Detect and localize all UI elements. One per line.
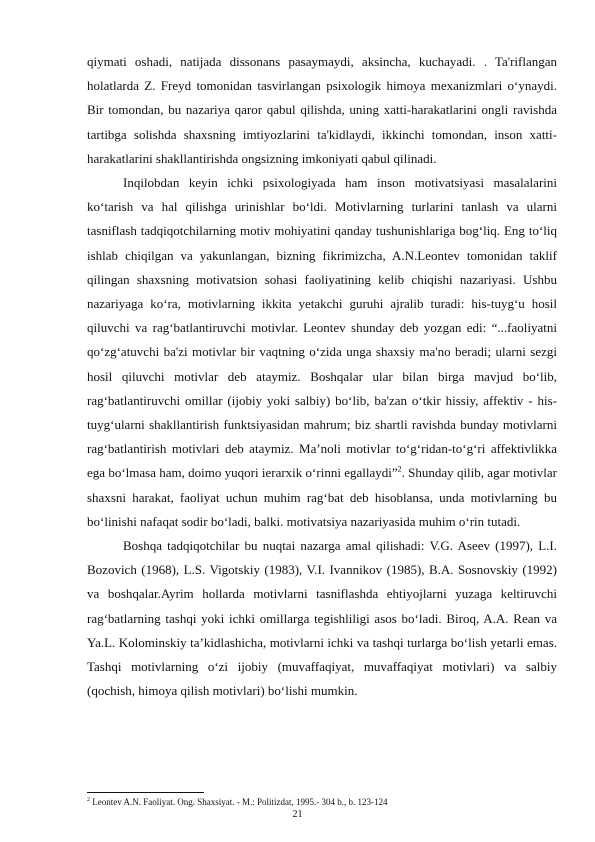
paragraph-3: Boshqa tadqiqotchilar bu nuqtai nazarga amal qilishadi: V.G. Aseev (1997), L.I. Bozovich (1968), L.S. Vigotskiy (1983), V.I. Ivannikov (1985), B.A. Sosnovskiy (1992) va boshqalar.Ayrim hollarda motivlarni tasniflashda ehtiyojlarni yuzaga keltiruvchi rag‘batlarning tashqi yoki ichki omillarga tegishliligi asos bo‘ladi. Biroq, A.A. Rean va Ya.L. Kolominskiy ta’kidlashicha, motivlarni ichki va tashqi turlarga bo‘lish yetarli emas. Tashqi motivlarning o‘zi ijobiy (muvaffaqiyat, muvaffaqiyat motivlari) va salbiy (qochish, himoya qilish motivlari) bo‘lishi mumkin.	[87, 538, 557, 699]
document-body	[87, 50, 557, 703]
paragraph-1: qiymati oshadi, natijada dissonans pasaymaydi, aksincha, kuchayadi. . Ta'riflangan holatlarda Z. Freyd tomonidan tasvirlangan psixologik himoya mexanizmlari o‘ynaydi. Bir tomondan, bu nazariya qaror qabul qilishda, uning xatti-harakatlarini ongli ravishda tartibga solishda shaxsning imtiyozlarini ta'kidlaydi, ikkinchi tomondan, inson xatti-harakatlarini shakllantirishda ongsizning imkoniyati qabul qilinadi.	[87, 54, 557, 166]
footnote-reference[interactable]: 2	[397, 465, 402, 475]
footnote	[87, 796, 557, 808]
paragraph-2-text: Inqilobdan keyin ichki psixologiyada ham inson motivatsiyasi masalalarini ko‘tarish va hal qilishga urinishlar bo‘ldi. Motivlarning turlarini tanlash va ularni tasniflash tadqiqotchilarning motiv mohiyatini qanday tushunishlariga bog‘liq. Eng to‘liq ishlab chiqilgan va yakunlangan, bizning fikrimizcha, A.N.Leontev tomonidan taklif qilingan shaxsning motivatsion sohasi faoliyatining kelib chiqishi nazariyasi. Ushbu nazariyaga ko‘ra, motivlarning ikkita yetakchi guruhi ajralib turadi: his-tuyg‘u hosil qiluvchi va rag‘batlantiruvchi motivlar. Leontev shunday deb yozgan edi: “...faoliyatni qo‘zg‘atuvchi ba'zi motivlar bir vaqtning o‘zida unga shaxsiy ma'no beradi; ularni sezgi hosil qiluvchi motivlar deb ataymiz. Boshqalar ular bilan birga mavjud bo‘lib, rag‘batlantiruvchi omillar (ijobiy yoki salbiy) bo‘lib, ba'zan o‘tkir hissiy, affektiv - his-tuyg‘ularni shakllantirish funktsiyasidan mahrum; biz shartli ravishda bunday motivlarni rag‘batlantirish motivlari deb ataymiz. Ma’noli motivlar to‘g‘ridan-to‘g‘ri affektivlikka ega bo‘lmasa ham, doimo yuqori ierarxik o‘rinni egallaydi”	[87, 175, 557, 481]
footnote-number: 2	[87, 797, 90, 803]
paragraph-2-text-continued: . Shunday qilib, agar motivlar shaxsni harakat, faoliyat uchun muhim rag‘bat deb hisoblansa, unda motivlarning bu bo‘linishi nafaqat sodir bo‘ladi, balki. motivatsiya nazariyasida muhim o‘rin tutadi.	[87, 465, 557, 529]
footnote-divider	[87, 792, 204, 793]
footnote-text: Leontev A.N. Faoliyat. Ong. Shaxsiyat. - M.: Politizdat, 1995.- 304 b., b. 123-124	[90, 797, 388, 807]
paragraph-2	[87, 171, 557, 534]
page-number: 21	[292, 809, 303, 820]
